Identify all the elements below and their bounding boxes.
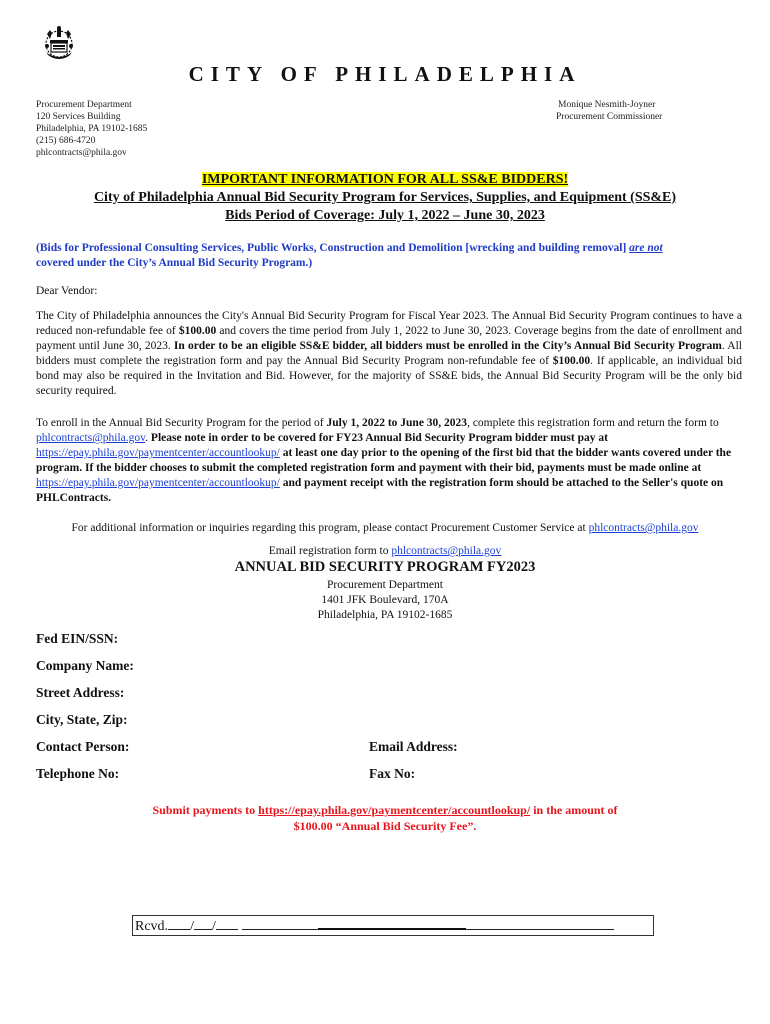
fee-amount: $100.00 [552, 355, 591, 367]
email-link[interactable]: phlcontracts@phila.gov [36, 432, 146, 444]
paragraph-enrollment [36, 416, 742, 506]
city-title: CITY OF PHILADELPHIA [188, 62, 582, 86]
notice-emphasis: are not [629, 242, 663, 254]
field-contact-person[interactable]: Contact Person: [36, 739, 130, 754]
commissioner-name: Monique Nesmith-Joyner [558, 100, 656, 110]
received-year-blank[interactable] [216, 916, 238, 930]
contact-text: For additional information or inquiries regarding this program, please contact Procurement Customer Service at [71, 522, 589, 534]
form-address-city: Philadelphia, PA 19102-1685 [317, 609, 453, 621]
important-info-heading: IMPORTANT INFORMATION FOR ALL SS&E BIDDERS! [201, 172, 569, 187]
building: 120 Services Building [36, 112, 121, 122]
field-telephone[interactable]: Telephone No: [36, 766, 120, 781]
phone-number: (215) 686-4720 [36, 136, 96, 146]
field-company-name[interactable]: Company Name: [36, 658, 134, 673]
commissioner-block [556, 99, 662, 123]
program-heading: City of Philadelphia Annual Bid Security Program for Services, Supplies, and Equipment (SS&E) [93, 190, 677, 205]
exclusion-notice [36, 241, 736, 271]
coverage-period-heading [0, 207, 770, 225]
contact-line [0, 522, 770, 534]
received-label: Rcvd. [135, 919, 169, 934]
eligibility-requirement: In order to be an eligible SS&E bidder, all bidders must be enrolled in the City’s Annual Bid Security Program [173, 340, 722, 352]
email-registration-text: Email registration form to [268, 545, 392, 557]
p2-text: , complete this registration form and return the form to [467, 417, 719, 429]
p1-text: . All bidders must complete the registration form and pay the Annual Bid Security Program non-refundable fee of [36, 340, 743, 367]
greeting: Dear Vendor: [36, 285, 98, 297]
payment-instruction: Please note in order to be covered for FY23 Annual Bid Security Program bidder must pay at [150, 432, 608, 444]
submit-payment-note [0, 802, 770, 834]
commissioner-title: Procurement Commissioner [556, 112, 663, 122]
field-fax[interactable]: Fax No: [369, 766, 416, 781]
submit-payment-link[interactable]: https://epay.phila.gov/paymentcenter/accountlookup/ [258, 803, 531, 817]
contact-email-link[interactable]: phlcontracts@phila.gov [588, 522, 699, 534]
department-email: phlcontracts@phila.gov [36, 148, 127, 158]
paragraph-program-announcement [36, 309, 742, 399]
blank-line[interactable] [500, 916, 614, 930]
registration-email-link[interactable]: phlcontracts@phila.gov [391, 545, 502, 557]
blank-line[interactable] [466, 916, 500, 930]
payment-link[interactable]: https://epay.phila.gov/paymentcenter/accountlookup/ [36, 447, 280, 459]
p1-text: The City of Philadelphia announces the City's Annual Bid Security Program for Fiscal Year 2023. The Annual Bid Security Program continues to have a reduced non-refundable fee of [36, 310, 742, 337]
form-address-dept: Procurement Department [327, 579, 443, 591]
field-city-state-zip[interactable]: City, State, Zip: [36, 712, 128, 727]
city-seal-icon [38, 22, 80, 62]
department-address [36, 99, 147, 159]
fee-amount: $100.00 [178, 325, 217, 337]
notice-text-end: covered under the City’s Annual Bid Security Program.) [36, 257, 313, 269]
received-month-blank[interactable] [168, 916, 190, 930]
submit-fee-line: $100.00 “Annual Bid Security Fee”. [293, 819, 477, 833]
payment-instruction: at least one day prior to the opening of the first bid that the bidder wants covered under the program. If the bidder chooses to submit the completed registration form and payment with their bid, payments must be made online at [36, 447, 732, 474]
p1-text: and covers the time period from July 1, 2022 to June 30, 2023. Coverage begins from the date of enrollment and payment until June 30, 2023. [36, 325, 742, 352]
payment-instruction: and payment receipt with the registration form should be attached to the Seller's quote on PHLContracts. [36, 477, 724, 504]
bids-label: Bids [225, 208, 252, 223]
p1-text: . If applicable, an individual bid bond may also be required in the Invitation and Bid. However, for the majority of SS&E bids, the Annual Bid Security Program will be the only bid security required. [36, 355, 742, 397]
received-day-blank[interactable] [194, 916, 212, 930]
form-title: ANNUAL BID SECURITY PROGRAM FY2023 [234, 559, 536, 575]
submit-suffix: in the amount of [530, 803, 618, 817]
p2-text: To enroll in the Annual Bid Security Program for the period of [36, 417, 327, 429]
notice-text: (Bids for Professional Consulting Services, Public Works, Construction and Demolition [wrecking and building removal] [36, 242, 630, 254]
signature-line[interactable] [318, 916, 466, 930]
headline [0, 171, 770, 225]
form-address [0, 578, 770, 623]
office-use-received-box [132, 915, 654, 936]
form-address-street: 1401 JFK Boulevard, 170A [321, 594, 449, 606]
department-name: Procurement Department [36, 100, 132, 110]
field-street-address[interactable]: Street Address: [36, 685, 125, 700]
p2-text: . [145, 432, 151, 444]
payment-link[interactable]: https://epay.phila.gov/paymentcenter/accountlookup/ [36, 477, 280, 489]
enrollment-period: July 1, 2022 to June 30, 2023 [326, 417, 468, 429]
email-registration-line [0, 545, 770, 557]
blank-line[interactable] [242, 916, 318, 930]
city-zip: Philadelphia, PA 19102-1685 [36, 124, 148, 134]
date-separator: / [211, 919, 216, 934]
date-separator: / [190, 919, 194, 934]
submit-prefix: Submit payments to [152, 803, 259, 817]
field-email-address[interactable]: Email Address: [369, 739, 458, 754]
field-fed-ein[interactable]: Fed EIN/SSN: [36, 631, 119, 646]
coverage-period: Period of Coverage: July 1, 2022 – June 30, 2023 [255, 208, 545, 223]
